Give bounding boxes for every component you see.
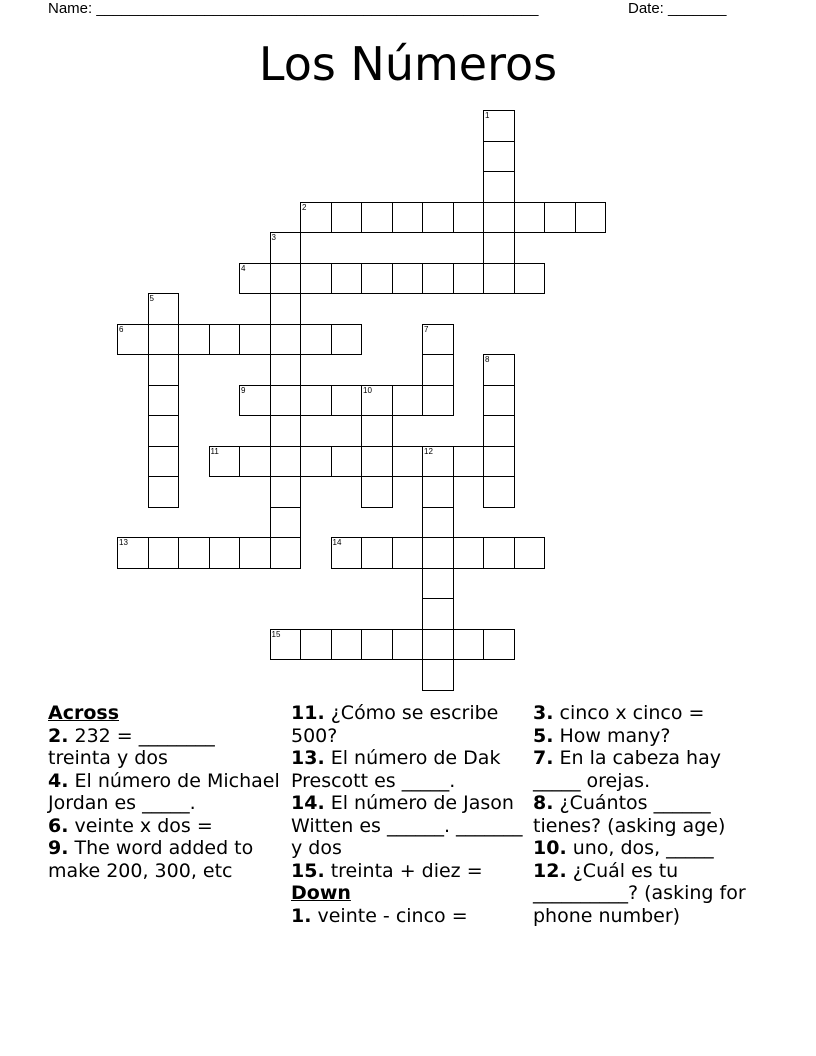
cell-number: 3 <box>271 233 276 242</box>
clue-number: 8. <box>533 792 554 814</box>
grid-cell[interactable] <box>209 446 241 478</box>
cell-number: 2 <box>302 202 307 212</box>
cell-number: 7 <box>424 324 429 334</box>
grid-cell[interactable] <box>270 354 302 386</box>
grid-cell[interactable] <box>239 263 271 295</box>
clue-text: ¿Cómo se escribe 500? <box>291 702 499 747</box>
grid-cell[interactable] <box>361 263 393 295</box>
grid-cell[interactable] <box>148 415 180 447</box>
grid-cell[interactable] <box>148 354 180 386</box>
cell-number: 10 <box>363 385 372 395</box>
cell-number: 8 <box>485 355 490 364</box>
grid-cell[interactable] <box>392 202 424 234</box>
grid-cell[interactable] <box>453 537 485 569</box>
clue-text: How many? <box>553 724 671 747</box>
date-field: Date: _______ <box>628 0 727 17</box>
grid-cell[interactable] <box>239 385 271 417</box>
clue-item <box>533 725 773 748</box>
clue-number: 11. <box>291 702 325 724</box>
grid-cell[interactable] <box>300 446 332 478</box>
clue-number: 2. <box>48 724 69 747</box>
grid-cell[interactable] <box>422 202 454 234</box>
clue-text: veinte - cinco = <box>311 904 468 927</box>
clue-text: veinte x dos = <box>68 814 213 837</box>
clue-number: 5. <box>533 724 554 747</box>
grid-cell[interactable] <box>483 537 515 569</box>
clue-text: El número de Dak Prescott es _____. <box>291 747 501 792</box>
grid-cell[interactable] <box>483 263 515 295</box>
grid-cell[interactable] <box>361 446 393 478</box>
grid-cell[interactable] <box>392 385 424 417</box>
grid-cell[interactable] <box>361 476 393 508</box>
grid-cell[interactable] <box>483 110 515 142</box>
grid-cell[interactable] <box>422 324 454 356</box>
grid-cell[interactable] <box>331 202 363 234</box>
clue-item <box>291 747 526 792</box>
grid-cell[interactable] <box>117 537 149 569</box>
clue-number: 10. <box>533 837 567 859</box>
grid-cell[interactable] <box>300 202 332 234</box>
grid-cell[interactable] <box>514 537 546 569</box>
cell-number: 13 <box>119 538 128 547</box>
grid-cell[interactable] <box>178 537 210 569</box>
grid-cell[interactable] <box>483 171 515 203</box>
grid-cell[interactable] <box>483 415 515 447</box>
grid-cell[interactable] <box>575 202 607 234</box>
grid-cell[interactable] <box>148 293 180 325</box>
clue-item <box>48 815 283 838</box>
cell-number: 15 <box>271 629 281 639</box>
clue-item <box>48 770 283 815</box>
grid-cell[interactable] <box>392 629 424 661</box>
grid-cell[interactable] <box>483 629 515 661</box>
cell-number: 5 <box>149 294 154 303</box>
clue-text: En la cabeza hay _____ orejas. <box>533 747 721 792</box>
clue-number: 15. <box>291 859 325 882</box>
clue-number: 3. <box>533 702 554 724</box>
clue-item <box>533 702 773 725</box>
grid-cell[interactable] <box>239 324 271 356</box>
grid-cell[interactable] <box>331 263 363 295</box>
clue-text: El número de Michael Jordan es _____. <box>48 769 280 814</box>
clue-item <box>533 860 773 928</box>
grid-cell[interactable] <box>148 476 180 508</box>
cell-number: 12 <box>424 446 433 456</box>
grid-cell[interactable] <box>148 324 180 356</box>
grid-cell[interactable] <box>422 568 454 600</box>
grid-cell[interactable] <box>300 385 332 417</box>
grid-cell[interactable] <box>422 476 454 508</box>
grid-cell[interactable] <box>422 446 454 478</box>
page-title: Los Números <box>258 37 558 91</box>
grid-cell[interactable] <box>239 446 271 478</box>
cell-number: 9 <box>241 385 246 395</box>
clue-number: 12. <box>533 859 567 882</box>
clue-number: 13. <box>291 747 325 769</box>
grid-cell[interactable] <box>270 446 302 478</box>
grid-cell[interactable] <box>453 446 485 478</box>
clue-item <box>291 905 526 928</box>
clue-item <box>291 860 526 883</box>
grid-cell[interactable] <box>483 446 515 478</box>
grid-cell[interactable] <box>453 202 485 234</box>
across-heading: Across <box>48 702 120 724</box>
grid-cell[interactable] <box>270 263 302 295</box>
grid-cell[interactable] <box>392 263 424 295</box>
grid-cell[interactable] <box>422 354 454 386</box>
clue-number: 1. <box>291 904 312 927</box>
grid-cell[interactable] <box>483 385 515 417</box>
clue-item <box>291 702 526 747</box>
clue-item <box>48 725 283 770</box>
grid-cell[interactable] <box>422 385 454 417</box>
grid-cell[interactable] <box>239 537 271 569</box>
cell-number: 11 <box>210 446 219 456</box>
grid-cell[interactable] <box>331 385 363 417</box>
clue-column-1 <box>48 702 283 882</box>
grid-cell[interactable] <box>422 598 454 630</box>
grid-cell[interactable] <box>300 263 332 295</box>
grid-cell[interactable] <box>300 324 332 356</box>
grid-cell[interactable] <box>270 629 302 661</box>
clue-text: treinta + diez = <box>324 859 483 882</box>
grid-cell[interactable] <box>453 263 485 295</box>
grid-cell[interactable] <box>422 507 454 539</box>
grid-cell[interactable] <box>361 629 393 661</box>
grid-cell[interactable] <box>270 507 302 539</box>
clue-number: 14. <box>291 792 325 814</box>
clue-text: 232 = ________ treinta y dos <box>48 724 215 769</box>
grid-cell[interactable] <box>392 446 424 478</box>
grid-cell[interactable] <box>483 232 515 264</box>
grid-cell[interactable] <box>209 537 241 569</box>
clue-item <box>533 792 773 837</box>
grid-cell[interactable] <box>270 293 302 325</box>
grid-cell[interactable] <box>331 446 363 478</box>
grid-cell[interactable] <box>361 202 393 234</box>
clue-number: 7. <box>533 747 554 769</box>
grid-cell[interactable] <box>148 385 180 417</box>
clue-text: ¿Cuál es tu __________? (asking for phone number) <box>533 859 746 927</box>
grid-cell[interactable] <box>361 385 393 417</box>
grid-cell[interactable] <box>270 385 302 417</box>
grid-cell[interactable] <box>148 537 180 569</box>
clue-number: 9. <box>48 837 69 859</box>
clue-number: 6. <box>48 814 69 837</box>
grid-cell[interactable] <box>270 537 302 569</box>
grid-cell[interactable] <box>270 232 302 264</box>
clue-number: 4. <box>48 769 69 792</box>
grid-cell[interactable] <box>514 263 546 295</box>
grid-cell[interactable] <box>483 141 515 173</box>
clue-column-3 <box>533 702 773 927</box>
grid-cell[interactable] <box>117 324 149 356</box>
grid-cell[interactable] <box>361 537 393 569</box>
clue-column-2 <box>291 702 526 927</box>
grid-cell[interactable] <box>209 324 241 356</box>
grid-cell[interactable] <box>483 476 515 508</box>
grid-cell[interactable] <box>422 263 454 295</box>
clue-item <box>533 747 773 792</box>
grid-cell[interactable] <box>392 537 424 569</box>
grid-cell[interactable] <box>178 324 210 356</box>
clue-item <box>291 792 526 860</box>
grid-cell[interactable] <box>331 324 363 356</box>
grid-cell[interactable] <box>331 537 363 569</box>
grid-cell[interactable] <box>453 629 485 661</box>
cell-number: 4 <box>241 263 246 273</box>
down-heading: Down <box>291 882 351 904</box>
grid-cell[interactable] <box>483 202 515 234</box>
grid-cell[interactable] <box>300 629 332 661</box>
name-field: Name: _____________________________________________________ <box>48 0 539 17</box>
cell-number: 1 <box>485 111 490 120</box>
grid-cell[interactable] <box>422 629 454 661</box>
clue-text: The word added to make 200, 300, etc <box>48 837 254 882</box>
grid-cell[interactable] <box>148 446 180 478</box>
cell-number: 14 <box>332 538 342 547</box>
cell-number: 6 <box>119 324 124 334</box>
grid-cell[interactable] <box>483 354 515 386</box>
clue-text: uno, dos, _____ <box>566 837 714 859</box>
grid-cell[interactable] <box>544 202 576 234</box>
clue-item <box>533 837 773 860</box>
grid-cell[interactable] <box>514 202 546 234</box>
clue-item <box>48 837 283 882</box>
grid-cell[interactable] <box>270 324 302 356</box>
grid-cell[interactable] <box>331 629 363 661</box>
grid-cell[interactable] <box>361 415 393 447</box>
grid-cell[interactable] <box>270 476 302 508</box>
grid-cell[interactable] <box>422 537 454 569</box>
clue-text: cinco x cinco = <box>553 702 705 724</box>
clue-text: El número de Jason Witten es ______. _______ y dos <box>291 792 523 859</box>
grid-cell[interactable] <box>270 415 302 447</box>
grid-cell[interactable] <box>422 659 454 691</box>
clue-text: ¿Cuántos ______ tienes? (asking age) <box>533 792 726 837</box>
